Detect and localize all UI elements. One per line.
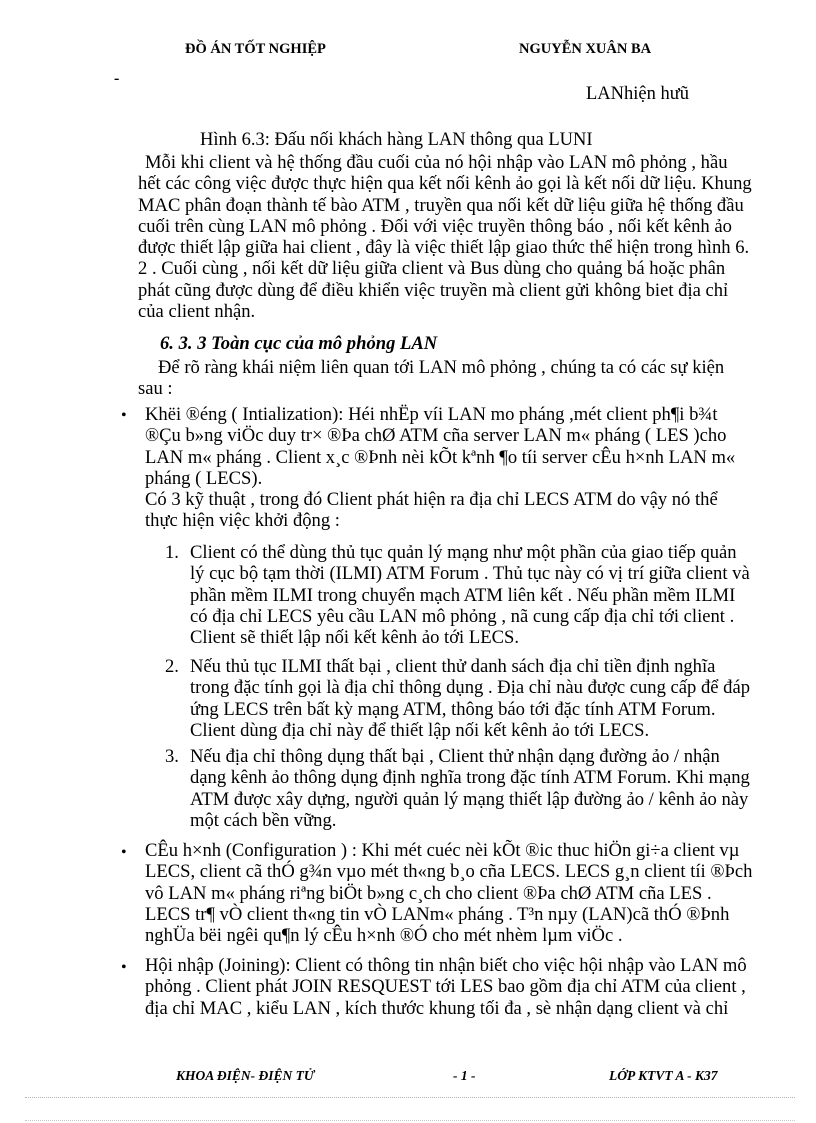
paragraph-line: MAC phân đoạn thành tế bào ATM , truyền qua nối kết dữ liệu giữa hệ thống đầu	[138, 194, 744, 216]
footer-right: LỚP KTVT A - K37	[609, 1068, 718, 1083]
list-line: ứng LECS trên bất kỳ mạng ATM, thông báo tới đặc tính ATM Forum.	[190, 698, 716, 720]
bullet-symbol: •	[121, 407, 127, 424]
list-line: có địa chỉ LECS yêu cầu LAN mô phỏng , nã cung cấp địa chỉ tới client .	[190, 605, 735, 627]
numbered-item-3	[190, 746, 750, 831]
bullet-line: địa chỉ MAC , kiểu LAN , kích thước khung tối đa , sè nhận dạng client và chỉ	[145, 997, 729, 1019]
list-line: phần mềm ILMI trong chuyển mạch ATM liên kết . Nếu phần mềm ILMI	[190, 584, 736, 606]
bullet-line: pháng ( LECS).	[145, 467, 263, 489]
paragraph-line: của client nhận.	[138, 301, 256, 323]
list-number: 3.	[165, 746, 179, 767]
paragraph-line: được thiết lập giữa hai client , đây là việc thiết lập giao thức thể hiện trong hình 6.	[138, 237, 750, 259]
page-number: - 1 -	[453, 1068, 476, 1083]
paragraph-line: Mỗi khi client và hệ thống đầu cuối của nó hội nhập vào LAN mô phỏng , hầu	[145, 152, 728, 173]
list-line: dạng kênh ảo thông dụng định nghĩa trong đặc tính ATM Forum. Khi mạng	[190, 767, 750, 789]
numbered-item-2	[190, 656, 750, 741]
header-left: ĐỒ ÁN TỐT NGHIỆP	[185, 41, 326, 57]
list-line: trong đặc tính gọi là địa chỉ thông dụng . Địa chỉ nàu được cung cấp để đáp	[190, 677, 751, 699]
bullet-line: Có 3 kỹ thuật , trong đó Client phát hiện ra địa chỉ LECS ATM do vậy nó thể	[145, 489, 718, 511]
list-line: Nếu địa chỉ thông dụng thất bại , Client thử nhận dạng đường ảo / nhận	[190, 746, 720, 767]
bullet-configuration	[145, 840, 752, 946]
list-line: Client sẽ thiết lập nối kết kênh ảo tới LECS.	[190, 627, 519, 649]
paragraph-line: sau :	[138, 378, 173, 400]
list-line: Client có thể dùng thủ tục quản lý mạng như một phần của giao tiếp quản	[190, 542, 737, 563]
header-right: NGUYỄN XUÂN BA	[519, 41, 652, 57]
bullet-line: phỏng . Client phát JOIN RESQUEST tới LES bao gồm địa chỉ ATM của client ,	[145, 976, 746, 998]
list-number: 2.	[165, 656, 179, 677]
paragraph-line: hết các công việc được thực hiện qua kết nối kênh ảo gọi là kết nối dữ liệu. Khung	[138, 173, 752, 195]
list-line: lý cục bộ tạm thời (ILMI) ATM Forum . Thủ tục này có vị trí giữa client và	[190, 563, 750, 585]
bullet-line: LECS tr¶ vÒ client th«ng tin vÒ LANm« pháng . T³n nµy (LAN)cã thÓ ®Þnh	[145, 903, 730, 925]
bullet-line: thực hiện việc khởi động :	[145, 510, 340, 532]
list-line: Nếu thủ tục ILMI thất bại , client thử danh sách địa chỉ tiền định nghĩa	[190, 656, 716, 677]
top-right-text: LANhiện hưũ	[586, 84, 690, 104]
bullet-symbol: •	[121, 959, 127, 976]
bullet-joining	[145, 955, 747, 1019]
bullet-line: LAN m« pháng . Client x¸c ®Þnh nèi kÕt kªnh ¶o tíi server cÊu h×nh LAN m«	[145, 446, 736, 468]
page-bottom-divider	[25, 1120, 795, 1121]
bullet-line: Hội nhập (Joining): Client có thông tin nhận biết cho việc hội nhập vào LAN mô	[145, 955, 747, 976]
paragraph-line: 2 . Cuối cùng , nối kết dữ liệu giữa client và Bus dùng cho quảng bá hoặc phân	[138, 258, 726, 280]
paragraph-line: Để rõ ràng khái niệm liên quan tới LAN mô phỏng , chúng ta có các sự kiện	[158, 357, 725, 378]
bullet-line: nghÜa bëi ngêi qu¶n lý cÊu h×nh ®Ó cho mét nhèm lµm viÖc .	[145, 925, 623, 947]
paragraph-2	[138, 357, 724, 400]
footer-left: KHOA ĐIỆN- ĐIỆN TỬ	[176, 1068, 315, 1083]
bullet-line: vô LAN m« pháng riªng biÖt b»ng c¸ch cho client ®Þa chØ ATM cña LES .	[145, 882, 712, 904]
bullet-line: LECS, client cã thÓ g¾n vµo mét th«ng b¸o cña LECS. LECS g¸n client tíi ®Þch	[145, 861, 753, 883]
bullet-line: CÊu h×nh (Configuration ) : Khi mét cuéc nèi kÕt ®ic thuc hiÖn gi÷a client vµ	[145, 840, 740, 861]
section-heading: 6. 3. 3 Toàn cục của mô phỏng LAN	[160, 333, 438, 354]
figure-caption: Hình 6.3: Đấu nối khách hàng LAN thông qua LUNI	[200, 130, 593, 150]
footer-divider	[25, 1097, 795, 1098]
bullet-symbol: •	[121, 844, 127, 861]
bullet-line: Khëi ®éng ( Intialization): Héi nhËp víi LAN mo pháng ,mét client ph¶i b¾t	[145, 404, 718, 425]
bullet-line: ®Çu b»ng viÖc duy tr× ®Þa chØ ATM cña server LAN m« pháng ( LES )cho	[145, 425, 727, 447]
list-line: Client dùng địa chỉ này để thiết lập nối kết kênh ảo tới LECS.	[190, 719, 650, 741]
paragraph-line: cuối trên cùng LAN mô phỏng . Đối với việc truyền thông báo , nối kết kênh ảo	[138, 215, 732, 237]
header-dash: -	[114, 70, 120, 87]
list-number: 1.	[165, 542, 179, 563]
bullet-initialization	[145, 404, 735, 532]
numbered-item-1	[190, 542, 750, 648]
paragraph-1	[138, 152, 752, 322]
paragraph-line: phát cũng được dùng để điều khiển việc truyền mà client gửi không biet địa chỉ	[138, 279, 729, 301]
list-line: một cách bền vững.	[190, 809, 337, 831]
list-line: ATM được xây dựng, người quản lý mạng thiết lập đường ảo / kênh ảo này	[190, 788, 749, 810]
